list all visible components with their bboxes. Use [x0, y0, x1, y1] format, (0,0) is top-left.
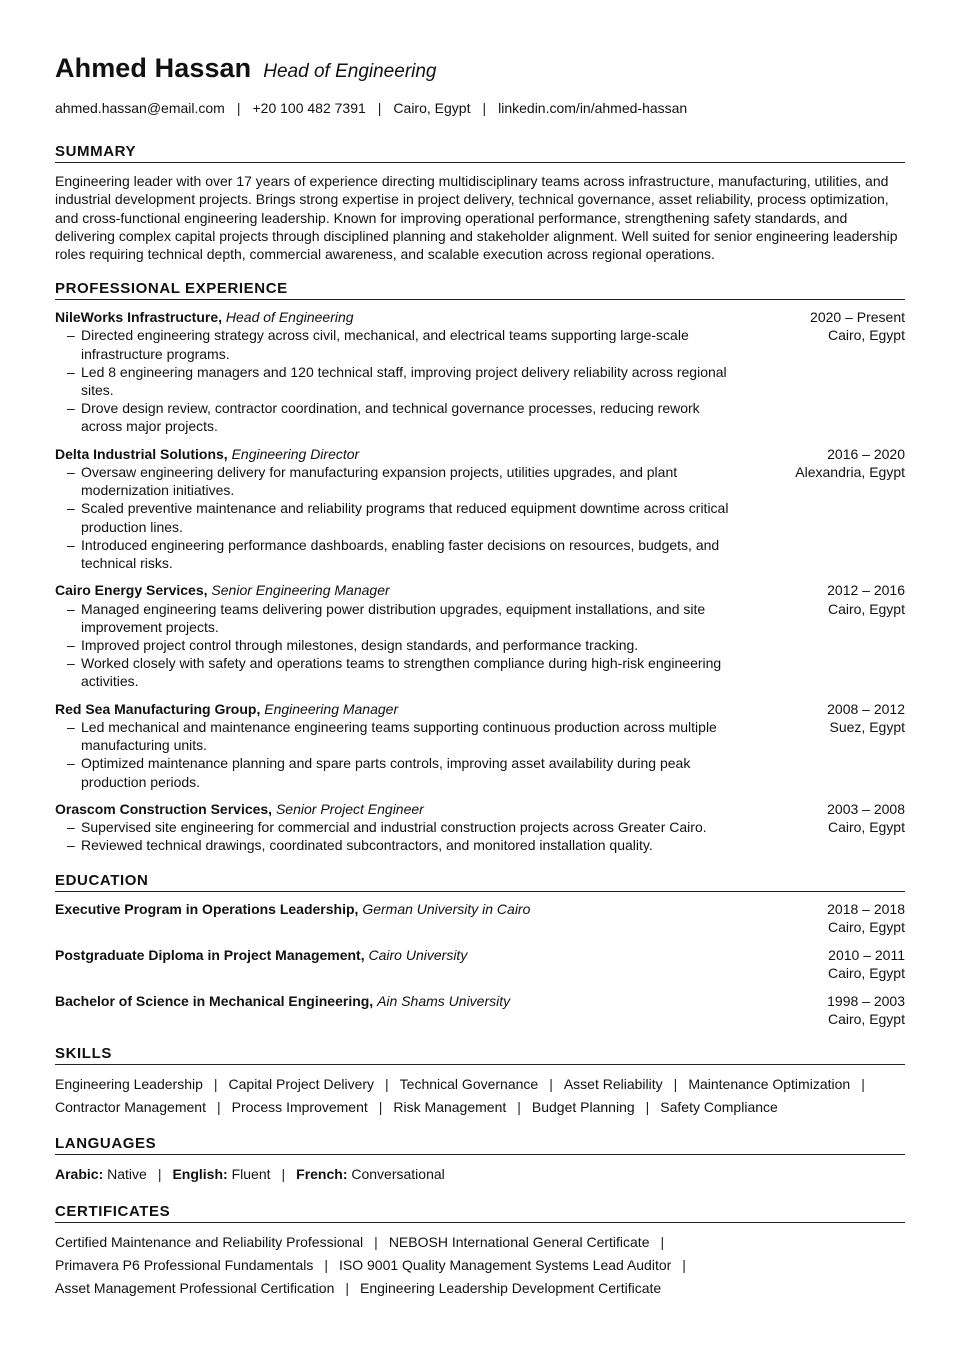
skill-separator: |	[378, 1099, 383, 1116]
skills-heading: SKILLS	[55, 1045, 905, 1065]
experience-dates: 2008 – 2012	[827, 700, 905, 717]
position-title: Engineering Director	[231, 445, 360, 462]
certificate-item: NEBOSH International General Certificate	[388, 1233, 650, 1250]
contact-separator: |	[377, 100, 382, 116]
achievement-item: – Oversaw engineering delivery for manufacturing expansion projects, utilities upgrades, and plant modernization initiatives.	[81, 463, 735, 499]
experience-details	[55, 700, 735, 791]
achievement-item: – Supervised site engineering for commercial and industrial construction projects across Greater Cairo.	[81, 818, 735, 836]
language-separator: |	[281, 1166, 286, 1183]
certificate-item: Engineering Leadership Development Certificate	[360, 1280, 662, 1297]
company-name: Orascom Construction Services,	[55, 801, 273, 818]
experience-list	[55, 308, 905, 854]
contact-linkedin[interactable]: linkedin.com/in/ahmed-hassan	[498, 100, 688, 116]
contact-separator: |	[482, 100, 487, 116]
achievement-item: – Worked closely with safety and operations teams to strengthen compliance during high-risk engineering activities.	[81, 654, 735, 690]
summary-text: Engineering leader with over 17 years of experience directing multidisciplinary teams across infrastructure, manufacturing, utilities, and industrial development projects. Brings strong expertise in project delivery, technical governance, asset reliability, process optimization, and cross-functional engineering leadership. Known for improving operational performance, strengthening safety standards, and delivering complex capital projects through disciplined planning and stakeholder alignment. Well suited for senior engineering leadership roles requiring technical depth, commercial awareness, and scalable execution across regional operations.	[55, 173, 898, 263]
skill-label: Budget Planning	[531, 1099, 635, 1116]
skill-label: Technical Governance	[399, 1076, 539, 1093]
experience-title-line	[55, 308, 735, 326]
experience-location: Suez, Egypt	[829, 719, 905, 736]
achievement-item: – Introduced engineering performance dashboards, enabling faster decisions on resources, budgets, and technical risks.	[81, 536, 735, 572]
experience-location: Cairo, Egypt	[827, 600, 905, 617]
language-item	[172, 1165, 296, 1183]
experience-details	[55, 581, 735, 690]
achievement-list	[55, 463, 735, 572]
education-location: Cairo, Egypt	[827, 1010, 905, 1027]
skill-label: Risk Management	[393, 1099, 507, 1116]
company-name: Cairo Energy Services,	[55, 582, 208, 599]
skill-label: Maintenance Optimization	[688, 1076, 851, 1093]
skill-label: Process Improvement	[231, 1099, 368, 1116]
certificate-line	[55, 1279, 905, 1297]
certificate-item: Certified Maintenance and Reliability Professional	[55, 1233, 364, 1250]
certificate-item: Asset Management Professional Certification	[55, 1280, 335, 1297]
certificate-line	[55, 1256, 905, 1274]
company-name: Red Sea Manufacturing Group,	[55, 700, 261, 717]
achievement-item: – Managed engineering teams delivering power distribution upgrades, equipment installations, and site improvement projects.	[81, 600, 735, 636]
education-details	[55, 992, 735, 1028]
certificate-separator: |	[374, 1233, 378, 1250]
school-name: German University in Cairo	[362, 900, 531, 917]
contact-location: Cairo, Egypt	[393, 100, 471, 116]
education-details	[55, 900, 735, 936]
experience-heading: PROFESSIONAL EXPERIENCE	[55, 280, 905, 300]
skill-item	[229, 1075, 400, 1093]
education-meta	[828, 946, 905, 982]
language-name: Arabic:	[55, 1166, 104, 1183]
education-list	[55, 900, 905, 1028]
certificate-separator: |	[324, 1256, 328, 1273]
skill-separator: |	[213, 1076, 218, 1093]
experience-entry	[55, 445, 905, 572]
achievement-item: – Directed engineering strategy across civil, mechanical, and electrical teams supporting large-scale infrastructure programs.	[81, 326, 735, 362]
achievement-item: – Led 8 engineering managers and 120 technical staff, improving project delivery reliability across regional sites.	[81, 363, 735, 399]
skill-item	[688, 1075, 876, 1093]
education-meta	[827, 900, 905, 936]
skill-item	[393, 1098, 531, 1116]
education-location: Cairo, Egypt	[827, 964, 905, 981]
experience-meta	[810, 308, 905, 435]
contact-email[interactable]: ahmed.hassan@email.com	[55, 100, 225, 116]
contact-separator: |	[236, 100, 241, 116]
position-title: Head of Engineering	[225, 309, 354, 326]
experience-title-line	[55, 700, 735, 718]
experience-location: Cairo, Egypt	[827, 327, 905, 344]
experience-meta	[827, 800, 905, 855]
language-item	[55, 1165, 172, 1183]
skill-label: Engineering Leadership	[55, 1076, 203, 1093]
achievement-list	[55, 818, 735, 854]
skill-separator: |	[216, 1099, 221, 1116]
skill-separator: |	[861, 1076, 865, 1093]
education-dates: 2010 – 2011	[828, 946, 905, 963]
certificate-item: ISO 9001 Quality Management Systems Lead Auditor	[338, 1256, 672, 1273]
experience-meta	[827, 581, 905, 690]
language-level: Fluent	[231, 1166, 271, 1183]
experience-entry	[55, 308, 905, 435]
education-location: Cairo, Egypt	[827, 918, 905, 935]
contact-phone: +20 100 482 7391	[252, 100, 366, 116]
certificate-line	[55, 1233, 905, 1251]
skill-item	[55, 1098, 232, 1116]
experience-dates: 2012 – 2016	[827, 582, 905, 599]
achievement-item: – Reviewed technical drawings, coordinated subcontractors, and monitored installation quality.	[81, 836, 735, 854]
experience-title-line	[55, 581, 735, 599]
candidate-title: Head of Engineering	[263, 61, 437, 82]
skill-item	[400, 1075, 564, 1093]
skill-item	[564, 1075, 688, 1093]
experience-title-line	[55, 800, 735, 818]
company-name: Delta Industrial Solutions,	[55, 445, 228, 462]
experience-title-line	[55, 445, 735, 463]
skill-separator: |	[645, 1099, 650, 1116]
achievement-list	[55, 326, 735, 435]
certificate-separator: |	[660, 1233, 665, 1250]
achievement-item: – Led mechanical and maintenance engineering teams supporting continuous production across multiple manufacturing units.	[81, 718, 735, 754]
languages-heading: LANGUAGES	[55, 1135, 905, 1155]
achievement-item: – Scaled preventive maintenance and reliability programs that reduced equipment downtime across critical production lines.	[81, 499, 735, 535]
achievement-list	[55, 718, 735, 791]
skill-item	[660, 1098, 778, 1116]
education-dates: 2018 – 2018	[827, 900, 905, 917]
experience-dates: 2020 – Present	[810, 309, 905, 326]
certificate-separator: |	[345, 1280, 349, 1297]
position-title: Senior Engineering Manager	[211, 582, 390, 599]
skill-label: Asset Reliability	[563, 1076, 663, 1093]
language-name: English:	[172, 1166, 228, 1183]
education-heading: EDUCATION	[55, 872, 905, 892]
degree-name: Executive Program in Operations Leadership,	[55, 900, 359, 917]
achievement-list	[55, 600, 735, 691]
experience-details	[55, 445, 735, 572]
language-separator: |	[157, 1166, 162, 1183]
certificate-item: Primavera P6 Professional Fundamentals	[55, 1256, 314, 1273]
experience-details	[55, 308, 735, 435]
skill-separator: |	[517, 1099, 521, 1116]
experience-details	[55, 800, 735, 855]
skill-item	[532, 1098, 660, 1116]
company-name: NileWorks Infrastructure,	[55, 309, 223, 326]
experience-location: Cairo, Egypt	[827, 819, 905, 836]
candidate-name: Ahmed Hassan	[55, 53, 252, 83]
skill-separator: |	[549, 1076, 553, 1093]
skills-list	[55, 1075, 905, 1116]
language-level: Conversational	[351, 1166, 445, 1183]
summary-heading: SUMMARY	[55, 143, 905, 163]
language-item	[296, 1165, 445, 1183]
skill-item	[55, 1075, 229, 1093]
experience-meta	[795, 445, 905, 572]
school-name: Ain Shams University	[377, 992, 511, 1009]
experience-dates: 2003 – 2008	[827, 801, 905, 818]
education-entry	[55, 992, 905, 1028]
experience-entry	[55, 700, 905, 791]
skill-separator: |	[673, 1076, 678, 1093]
achievement-item: – Optimized maintenance planning and spare parts controls, improving asset availability during peak production periods.	[81, 754, 735, 790]
skill-label: Contractor Management	[55, 1099, 206, 1116]
school-name: Cairo University	[368, 946, 468, 963]
skill-label: Safety Compliance	[660, 1099, 778, 1116]
experience-entry	[55, 800, 905, 855]
achievement-item: – Drove design review, contractor coordination, and technical governance processes, reducing rework across major projects.	[81, 399, 735, 435]
certificates-heading: CERTIFICATES	[55, 1203, 905, 1223]
education-meta	[827, 992, 905, 1028]
education-dates: 1998 – 2003	[827, 992, 905, 1009]
experience-location: Alexandria, Egypt	[795, 464, 905, 481]
education-entry	[55, 946, 905, 982]
skill-item	[232, 1098, 394, 1116]
languages-list	[55, 1165, 905, 1183]
experience-dates: 2016 – 2020	[827, 445, 905, 462]
experience-meta	[827, 700, 905, 791]
degree-name: Bachelor of Science in Mechanical Engineering,	[55, 992, 374, 1009]
language-level: Native	[107, 1166, 147, 1183]
education-details	[55, 946, 735, 982]
resume-header	[55, 52, 905, 88]
experience-entry	[55, 581, 905, 690]
position-title: Engineering Manager	[264, 700, 399, 717]
contact-line	[55, 99, 905, 117]
position-title: Senior Project Engineer	[275, 801, 424, 818]
achievement-item: – Improved project control through milestones, design standards, and performance tracking.	[81, 636, 735, 654]
skill-label: Capital Project Delivery	[228, 1076, 375, 1093]
certificates-list	[55, 1233, 905, 1298]
degree-name: Postgraduate Diploma in Project Management,	[55, 946, 365, 963]
education-entry	[55, 900, 905, 936]
language-name: French:	[296, 1166, 348, 1183]
certificate-separator: |	[682, 1256, 686, 1273]
skill-separator: |	[385, 1076, 389, 1093]
